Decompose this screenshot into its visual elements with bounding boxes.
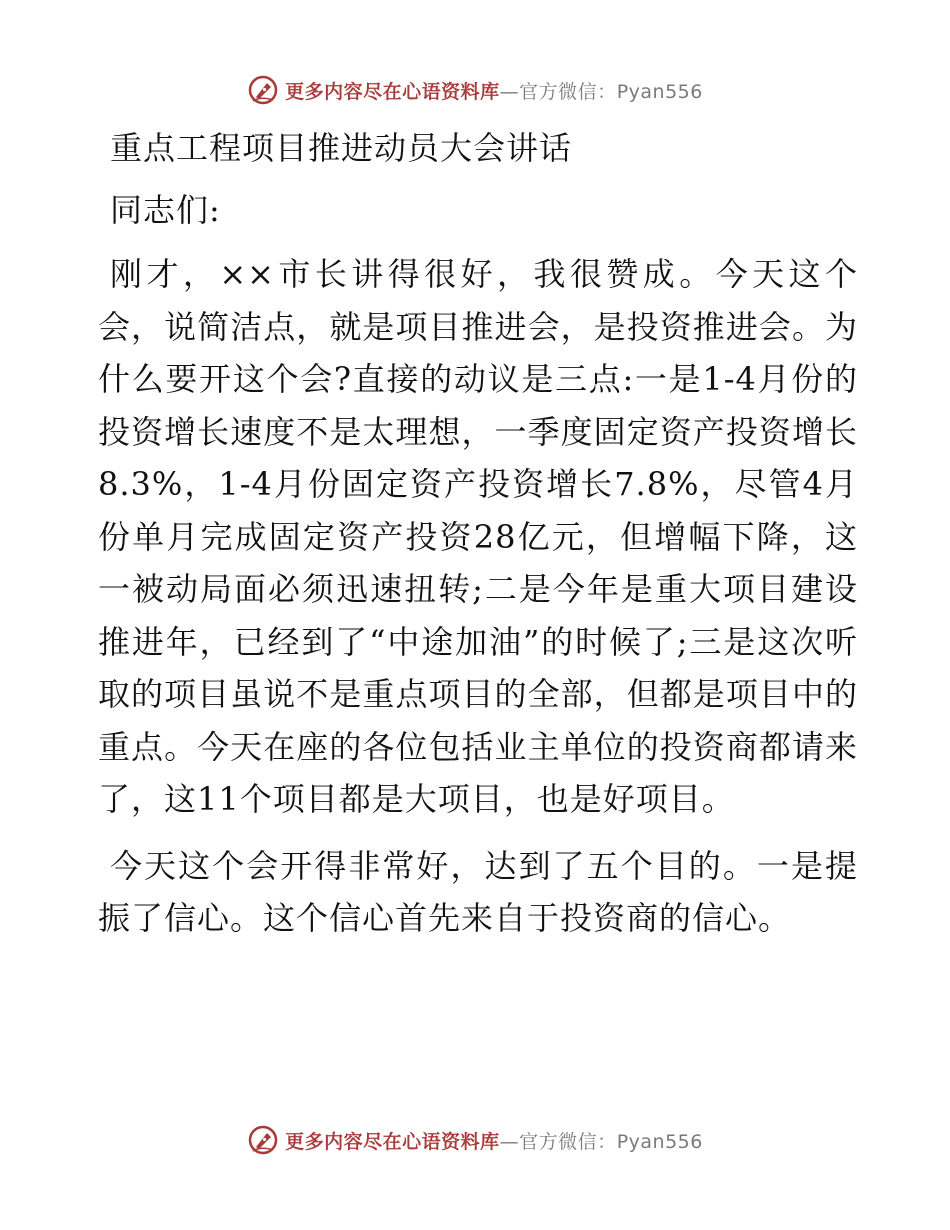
pen-nib-logo-icon	[247, 1124, 279, 1156]
watermark-separator: —	[499, 80, 520, 103]
pen-nib-logo-icon	[247, 74, 279, 106]
watermark-header	[0, 70, 950, 110]
watermark-footer	[0, 1120, 950, 1160]
watermark-account: Pyan556	[616, 1130, 703, 1153]
paragraph: 刚才，××市长讲得很好，我很赞成。今天这个会，说简洁点，就是项目推进会，是投资推进会。为什么要开这个会?直接的动议是三点:一是1-4月份的投资增长速度不是太理想，一季度固定资产投资增长8.3%，1-4月份固定资产投资增长7.8%，尽管4月份单月完成固定资产投资28亿元，但增幅下降，这一被动局面必须迅速扭转;二是今年是重大项目建设推进年，已经到了“中途加油”的时候了;三是这次听取的项目虽说不是重点项目的全部，但都是项目中的重点。今天在座的各位包括业主单位的投资商都请来了，这11个项目都是大项目，也是好项目。	[98, 255, 858, 818]
watermark-separator: —	[499, 1130, 520, 1153]
watermark-text	[285, 1127, 703, 1154]
document-title: 重点工程项目推进动员大会讲话	[110, 129, 573, 167]
watermark-label: 官方微信：	[519, 80, 617, 103]
salutation: 同志们:	[110, 191, 221, 229]
watermark-label: 官方微信：	[519, 1130, 617, 1153]
paragraph: 今天这个会开得非常好，达到了五个目的。一是提振了信心。这个信心首先来自于投资商的信心。	[98, 846, 858, 937]
document-body	[98, 122, 858, 959]
watermark-brand: 更多内容尽在心语资料库	[285, 1130, 500, 1153]
watermark-brand: 更多内容尽在心语资料库	[285, 80, 500, 103]
watermark-text	[285, 77, 703, 104]
watermark-account: Pyan556	[616, 80, 703, 103]
